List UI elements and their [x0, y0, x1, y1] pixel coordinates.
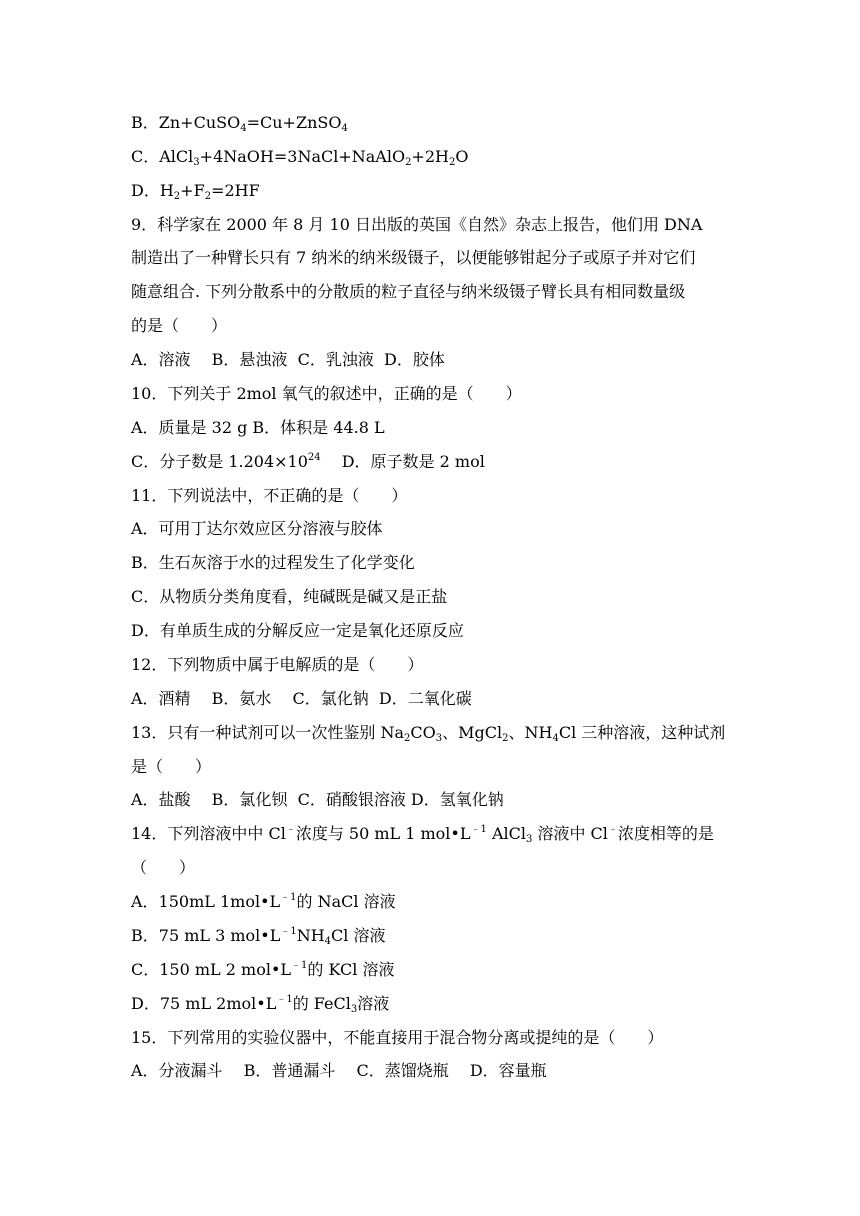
text-line [131, 994, 389, 1016]
subscript-text: 2 [449, 157, 456, 168]
subscript-text: 4 [240, 123, 247, 134]
text-run: A．150mL 1mol•L [131, 892, 281, 911]
text-line [131, 824, 714, 846]
text-line [131, 181, 260, 203]
text-run: B．生石灰溶于水的过程发生了化学变化 [131, 553, 415, 572]
text-line [131, 147, 469, 169]
text-line [131, 384, 522, 406]
text-run: 溶液中 Cl [532, 824, 608, 843]
text-run: 9．科学家在 2000 年 8 月 10 日出版的英国《自然》杂志上报告，他们用 DNA [131, 215, 703, 234]
text-run: 是（ ） [131, 757, 212, 776]
text-run: 12．下列物质中属于电解质的是（ ） [131, 655, 424, 674]
text-line [131, 1028, 663, 1050]
text-line [131, 689, 472, 711]
text-run: D．75 mL 2mol•L [131, 994, 277, 1013]
subscript-text: 2 [173, 191, 181, 202]
text-run: C．AlCl [131, 147, 194, 166]
subscript-text: 3 [350, 1004, 358, 1015]
text-line [131, 282, 685, 304]
text-line [131, 215, 702, 237]
text-run: +2H [411, 147, 449, 166]
text-line [131, 757, 211, 779]
text-run: 溶液 [357, 994, 390, 1013]
text-run: 浓度相等的是 [617, 824, 714, 843]
text-run: D．H [131, 181, 174, 200]
text-run: Cl 三种溶液，这种试剂 [558, 723, 726, 742]
text-run: +4NaOH=3NaCl+NaAlO [199, 147, 406, 166]
text-run: A．质量是 32 g B．体积是 44.8 L [131, 418, 385, 437]
text-run: O [455, 147, 469, 166]
text-line [131, 316, 227, 338]
text-run: C．分子数是 1.204×10 [131, 452, 308, 471]
supscript-text: ﹣1 [280, 892, 297, 903]
text-line [131, 1061, 547, 1083]
text-run: A．分液漏斗 B．普通漏斗 C．蒸馏烧瓶 D．容量瓶 [131, 1061, 547, 1080]
text-run: NH [296, 926, 325, 945]
text-run: Cl 溶液 [331, 926, 386, 945]
text-run: B．Zn+CuSO [131, 113, 241, 132]
text-line [131, 655, 423, 677]
text-line [131, 418, 385, 440]
text-line [131, 723, 725, 745]
text-line [131, 926, 386, 948]
text-run: 浓度与 50 mL 1 mol•L [295, 824, 471, 843]
text-run: D．有单质生成的分解反应一定是氧化还原反应 [131, 621, 464, 640]
text-run: A．可用丁达尔效应区分溶液与胶体 [131, 519, 383, 538]
subscript-text: 4 [324, 936, 332, 947]
text-run: 14．下列溶液中中 Cl [131, 824, 286, 843]
subscript-text: 2 [204, 191, 212, 202]
text-run: CO [410, 723, 436, 742]
text-run: A．酒精 B．氨水 C．氯化钠 D．二氧化碳 [131, 689, 472, 708]
text-run: AlCl [486, 824, 526, 843]
subscript-text: 3 [435, 733, 443, 744]
text-run: =Cu+ZnSO [246, 113, 342, 132]
text-line [131, 587, 447, 609]
text-run: 的 FeCl [292, 994, 351, 1013]
text-run: 11．下列说法中，不正确的是（ ） [131, 486, 408, 505]
text-line [131, 553, 415, 575]
text-line [131, 858, 195, 880]
text-run: 的是（ ） [131, 316, 228, 335]
text-line [131, 452, 485, 474]
text-run: 的 NaCl 溶液 [296, 892, 396, 911]
text-run: 的 KCl 溶液 [307, 960, 395, 979]
supscript-text: 24 [307, 452, 321, 463]
text-line [131, 113, 348, 135]
supscript-text: ﹣1 [276, 994, 293, 1005]
supscript-text: ﹣ [285, 824, 296, 835]
subscript-text: 4 [341, 123, 348, 134]
text-run: （ ） [131, 858, 196, 877]
text-run: D．原子数是 2 mol [320, 452, 485, 471]
text-line [131, 960, 394, 982]
text-run: C．150 mL 2 mol•L [131, 960, 292, 979]
text-run: B．75 mL 3 mol•L [131, 926, 281, 945]
text-line [131, 790, 504, 812]
text-run: A．盐酸 B．氯化钡 C．硝酸银溶液 D．氢氧化钠 [131, 790, 504, 809]
text-run: 13．只有一种试剂可以一次性鉴别 Na [131, 723, 404, 742]
supscript-text: ﹣1 [291, 960, 308, 971]
text-line [131, 248, 695, 270]
text-run: A．溶液 B．悬浊液 C．乳浊液 D．胶体 [131, 350, 445, 369]
text-run: C．从物质分类角度看，纯碱既是碱又是正盐 [131, 587, 448, 606]
subscript-text: 3 [525, 834, 533, 845]
text-line [131, 621, 464, 643]
text-run: 、MgCl [442, 723, 503, 742]
text-line [131, 892, 396, 914]
supscript-text: ﹣1 [470, 824, 487, 835]
text-run: 15．下列常用的实验仪器中，不能直接用于混合物分离或提纯的是（ ） [131, 1028, 664, 1047]
text-run: 制造出了一种臂长只有 7 纳米的纳米级镊子，以便能够钳起分子或原子并对它们 [131, 248, 696, 267]
text-run: 10．下列关于 2mol 氧气的叙述中，正确的是（ ） [131, 384, 522, 403]
text-line [131, 486, 407, 508]
text-run: =2HF [211, 181, 260, 200]
subscript-text: 4 [552, 733, 559, 744]
subscript-text: 2 [404, 733, 411, 744]
subscript-text: 2 [405, 157, 412, 168]
subscript-text: 2 [502, 733, 509, 744]
text-run: +F [180, 181, 205, 200]
supscript-text: ﹣ [607, 824, 618, 835]
subscript-text: 3 [193, 157, 200, 168]
text-run: 、NH [508, 723, 553, 742]
supscript-text: ﹣1 [280, 926, 297, 937]
text-line [131, 350, 445, 372]
text-run: 随意组合. 下列分散系中的分散质的粒子直径与纳米级镊子臂长具有相同数量级 [131, 282, 686, 301]
text-line [131, 519, 383, 541]
